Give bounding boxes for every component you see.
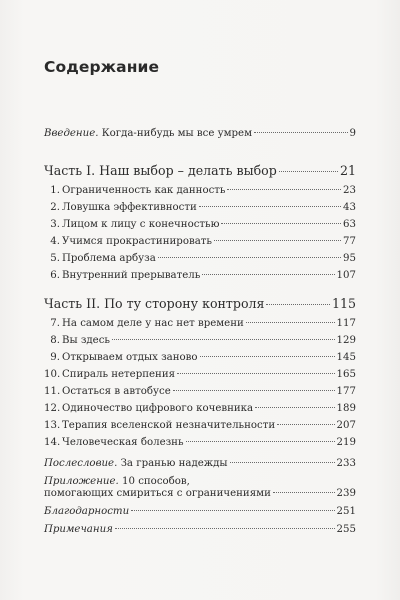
chapter-number: 2. [50, 202, 60, 213]
toc-entry-chapter [44, 437, 356, 449]
page-number: 23 [343, 185, 356, 196]
dot-leader [266, 304, 329, 305]
dot-leader [230, 462, 335, 463]
chapter-number: 7. [50, 318, 60, 329]
toc-entry-appendix-line1 [44, 476, 356, 488]
notes-label: Примечания [44, 524, 113, 535]
dot-leader [255, 407, 334, 408]
dot-leader [246, 322, 335, 323]
chapter-label: Проблема арбуза [62, 253, 156, 264]
page-number: 239 [336, 488, 356, 499]
dot-leader [200, 356, 335, 357]
dot-leader [214, 240, 341, 241]
acknowledgements-label: Благодарности [44, 506, 130, 517]
dot-leader [115, 528, 335, 529]
dot-leader [186, 441, 335, 442]
toc-entry-chapter [44, 420, 356, 432]
toc-entry-afterword [44, 458, 356, 470]
chapter-label: Открываем отдых заново [62, 352, 198, 363]
dot-leader [227, 189, 341, 190]
toc-entry-chapter [44, 386, 356, 398]
page-number: 207 [336, 420, 356, 431]
toc-entry-appendix-line2 [44, 488, 356, 500]
page-number: 107 [336, 270, 356, 281]
toc-entry-part-2 [44, 296, 356, 311]
page-number: 219 [336, 437, 356, 448]
toc-entry-acknowledgements [44, 506, 356, 518]
appendix-label-continued: помогающих смириться с ограничениями [44, 488, 271, 499]
chapter-label: Учимся прокрастинировать [62, 236, 212, 247]
toc-entry-chapter [50, 270, 356, 282]
dot-leader [254, 132, 348, 133]
part-1-label: Часть I. Наш выбор – делать выбор [44, 163, 277, 178]
page-number: 95 [343, 253, 356, 264]
page-number: 233 [336, 458, 356, 469]
dot-leader [221, 223, 341, 224]
toc-entry-part-1 [44, 163, 356, 178]
dot-leader [158, 257, 341, 258]
page-number: 77 [343, 236, 356, 247]
page-number: 9 [349, 128, 356, 139]
toc-entry-chapter [50, 236, 356, 248]
chapter-number: 9. [50, 352, 60, 363]
toc-entry-chapter [44, 369, 356, 381]
toc-entry-chapter [50, 335, 356, 347]
toc-entry-introduction [44, 128, 356, 140]
afterword-label-italic: Послесловие. [44, 458, 118, 469]
toc-entry-chapter [50, 202, 356, 214]
chapter-number: 1. [50, 185, 60, 196]
chapter-label: Лицом к лицу с конечностью [62, 219, 220, 230]
dot-leader [273, 492, 335, 493]
page-number: 165 [336, 369, 356, 380]
page-number: 21 [339, 163, 356, 178]
dot-leader [173, 390, 335, 391]
afterword-label: За гранью надежды [117, 458, 228, 469]
chapter-number: 5. [50, 253, 60, 264]
appendix-label-italic: Приложение. [44, 476, 119, 487]
chapter-number: 6. [50, 270, 60, 281]
page-number: 177 [336, 386, 356, 397]
chapter-number: 13. [44, 420, 61, 431]
toc-entry-chapter [44, 403, 356, 415]
chapter-number: 10. [44, 369, 61, 380]
toc-entry-notes [44, 524, 356, 536]
page-number: 129 [336, 335, 356, 346]
page-number: 117 [336, 318, 356, 329]
toc-entry-chapter [50, 219, 356, 231]
page-number: 145 [336, 352, 356, 363]
chapter-label: Остаться в автобусе [62, 386, 171, 397]
chapter-number: 11. [44, 386, 61, 397]
chapter-label: Внутренний прерыватель [62, 270, 201, 281]
contents-title: Содержание [44, 58, 160, 76]
part-2-label: Часть II. По ту сторону контроля [44, 296, 265, 311]
chapter-number: 4. [50, 236, 60, 247]
page-number: 115 [331, 296, 356, 311]
chapter-number: 14. [44, 437, 61, 448]
dot-leader [199, 206, 341, 207]
intro-label: Когда-нибудь мы все умрем [98, 128, 253, 139]
page-number: 255 [336, 524, 356, 535]
dot-leader [279, 171, 338, 172]
page-number: 43 [343, 202, 356, 213]
chapter-label: Одиночество цифрового кочевника [62, 403, 254, 414]
page-number: 251 [336, 506, 356, 517]
toc-entry-chapter [50, 318, 356, 330]
dot-leader [202, 274, 334, 275]
chapter-label: На самом деле у нас нет времени [62, 318, 244, 329]
chapter-label: Ограниченность как данность [62, 185, 226, 196]
dot-leader [177, 373, 334, 374]
chapter-label: Ловушка эффективности [62, 202, 197, 213]
toc-entry-chapter [50, 352, 356, 364]
chapter-number: 8. [50, 335, 60, 346]
chapter-label: Вы здесь [62, 335, 110, 346]
chapter-label: Спираль нетерпения [62, 369, 176, 380]
dot-leader [277, 424, 334, 425]
chapter-number: 12. [44, 403, 61, 414]
toc-entry-chapter [50, 253, 356, 265]
dot-leader [112, 339, 335, 340]
toc-entry-chapter [50, 185, 356, 197]
appendix-label: 10 способов, [118, 476, 190, 487]
intro-label-italic: Введение. [44, 128, 99, 139]
page-number: 189 [336, 403, 356, 414]
chapter-label: Человеческая болезнь [62, 437, 184, 448]
dot-leader [131, 510, 334, 511]
page-number: 63 [343, 219, 356, 230]
chapter-label: Терапия вселенской незначительности [62, 420, 276, 431]
chapter-number: 3. [50, 219, 60, 230]
